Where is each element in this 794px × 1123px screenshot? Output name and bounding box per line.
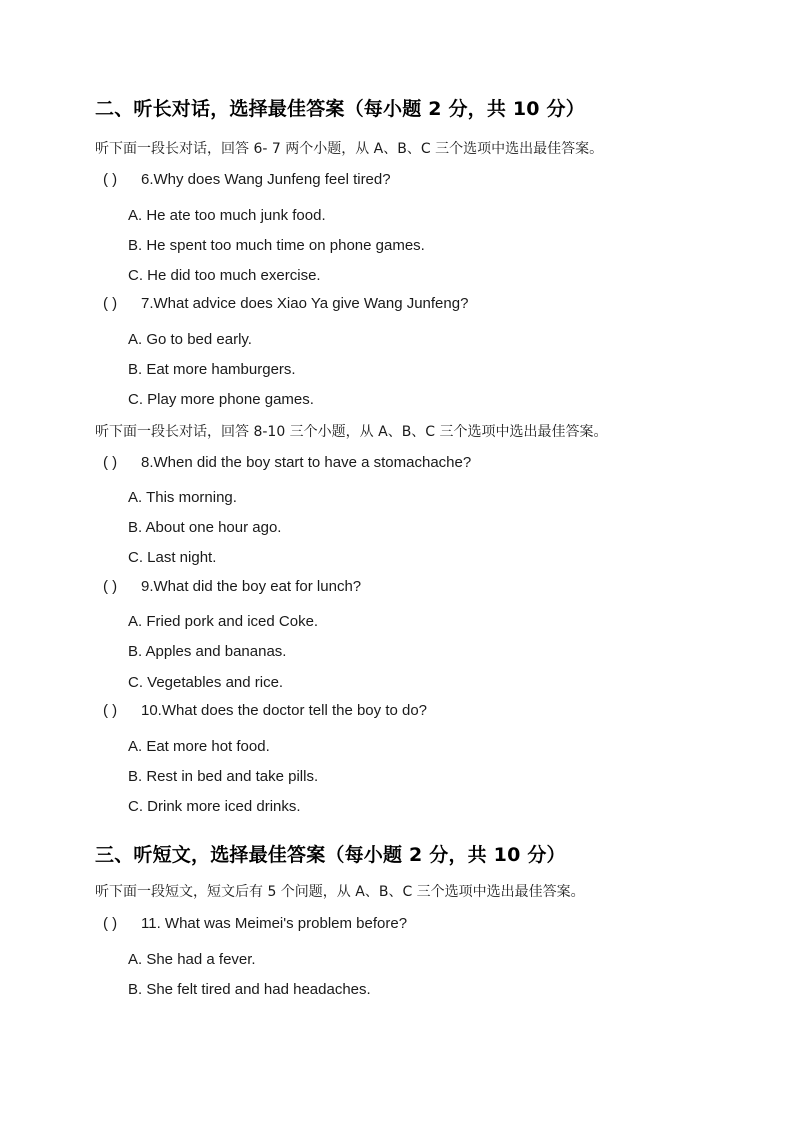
answer-blank[interactable]: ( ) <box>103 578 118 595</box>
option-11a: A. She had a fever. <box>128 951 256 968</box>
section-3-heading: 三、听短文，选择最佳答案（每小题 2 分，共 10 分） <box>95 844 566 866</box>
answer-blank[interactable]: ( ) <box>103 454 118 471</box>
option-11b: B. She felt tired and had headaches. <box>128 981 371 998</box>
option-9b: B. Apples and bananas. <box>128 643 287 660</box>
option-6a: A. He ate too much junk food. <box>128 207 326 224</box>
answer-blank[interactable]: ( ) <box>103 295 118 312</box>
option-10c: C. Drink more iced drinks. <box>128 798 301 815</box>
question-text: 7.What advice does Xiao Ya give Wang Junfeng? <box>141 295 469 312</box>
option-10b: B. Rest in bed and take pills. <box>128 768 319 785</box>
question-6 <box>103 171 391 188</box>
question-7 <box>103 295 468 312</box>
section-3-instruction: 听下面一段短文，短文后有 5 个问题，从 A、B、C 三个选项中选出最佳答案。 <box>95 884 585 900</box>
question-text: 10.What does the doctor tell the boy to do? <box>141 702 428 719</box>
section-2-group-1-instruction: 听下面一段长对话，回答 6- 7 两个小题，从 A、B、C 三个选项中选出最佳答案。 <box>95 141 604 157</box>
question-9 <box>103 578 361 595</box>
option-8a: A. This morning. <box>128 489 237 506</box>
question-text: 9.What did the boy eat for lunch? <box>141 578 362 595</box>
section-2-heading: 二、听长对话，选择最佳答案（每小题 2 分，共 10 分） <box>95 98 585 120</box>
option-8b: B. About one hour ago. <box>128 519 282 536</box>
answer-blank[interactable]: ( ) <box>103 171 118 188</box>
option-9a: A. Fried pork and iced Coke. <box>128 613 319 630</box>
option-6c: C. He did too much exercise. <box>128 267 321 284</box>
answer-blank[interactable]: ( ) <box>103 702 118 719</box>
section-2-group-2-instruction: 听下面一段长对话，回答 8-10 三个小题，从 A、B、C 三个选项中选出最佳答案。 <box>95 424 608 440</box>
option-9c: C. Vegetables and rice. <box>128 674 284 691</box>
question-8 <box>103 454 471 471</box>
option-8c: C. Last night. <box>128 549 217 566</box>
option-6b: B. He spent too much time on phone games. <box>128 237 425 254</box>
option-7a: A. Go to bed early. <box>128 331 252 348</box>
question-text: 11. What was Meimei's problem before? <box>141 915 408 932</box>
question-text: 6.Why does Wang Junfeng feel tired? <box>141 171 391 188</box>
answer-blank[interactable]: ( ) <box>103 915 118 932</box>
question-11 <box>103 915 407 932</box>
option-7b: B. Eat more hamburgers. <box>128 361 296 378</box>
option-7c: C. Play more phone games. <box>128 391 314 408</box>
question-10 <box>103 702 427 719</box>
question-text: 8.When did the boy start to have a stomachache? <box>141 454 472 471</box>
option-10a: A. Eat more hot food. <box>128 738 270 755</box>
